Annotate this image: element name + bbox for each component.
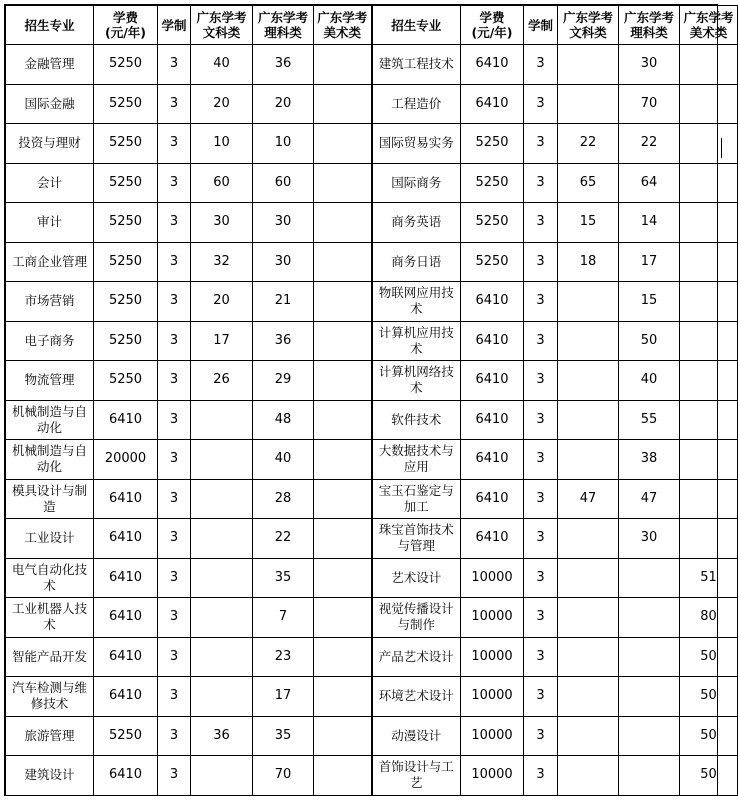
left-cell-fee: 5250 bbox=[94, 163, 158, 203]
table-body bbox=[6, 45, 738, 796]
right-cell-fine-arts bbox=[680, 124, 738, 164]
left-cell-fine-arts bbox=[314, 124, 372, 164]
table-row bbox=[6, 84, 738, 124]
right-cell-fee: 10000 bbox=[461, 756, 524, 796]
left-cell-years: 3 bbox=[158, 361, 191, 401]
left-cell-arts bbox=[191, 479, 253, 519]
left-cell-arts bbox=[191, 598, 253, 638]
right-cell-years: 3 bbox=[524, 519, 558, 559]
left-cell-science: 21 bbox=[253, 282, 314, 322]
left-cell-arts bbox=[191, 756, 253, 796]
left-cell-arts: 20 bbox=[191, 282, 253, 322]
right-cell-fine-arts bbox=[680, 479, 738, 519]
left-cell-fee: 5250 bbox=[94, 716, 158, 756]
table-row bbox=[6, 519, 738, 559]
left-cell-arts: 10 bbox=[191, 124, 253, 164]
left-cell-fee: 5250 bbox=[94, 282, 158, 322]
right-cell-fine-arts: 80 bbox=[680, 598, 738, 638]
left-cell-major: 机械制造与自动化 bbox=[6, 440, 94, 480]
right-cell-science: 14 bbox=[619, 203, 680, 243]
left-cell-fine-arts bbox=[314, 716, 372, 756]
right-cell-years: 3 bbox=[524, 598, 558, 638]
header-science: 广东学考 理科类 bbox=[253, 6, 314, 45]
header-arts: 广东学考 文科类 bbox=[558, 6, 619, 45]
right-cell-fine-arts bbox=[680, 282, 738, 322]
left-cell-major: 模具设计与制造 bbox=[6, 479, 94, 519]
right-cell-science: 38 bbox=[619, 440, 680, 480]
right-cell-years: 3 bbox=[524, 716, 558, 756]
right-cell-fee: 10000 bbox=[461, 598, 524, 638]
right-cell-years: 3 bbox=[524, 84, 558, 124]
left-cell-fine-arts bbox=[314, 558, 372, 598]
left-cell-science: 70 bbox=[253, 756, 314, 796]
left-cell-years: 3 bbox=[158, 479, 191, 519]
header-major: 招生专业 bbox=[6, 6, 94, 45]
right-cell-science bbox=[619, 558, 680, 598]
right-cell-major: 软件技术 bbox=[372, 400, 461, 440]
right-cell-major: 计算机应用技术 bbox=[372, 321, 461, 361]
right-cell-major: 产品艺术设计 bbox=[372, 637, 461, 677]
left-cell-science: 35 bbox=[253, 558, 314, 598]
header-fee: 学费 (元/年) bbox=[461, 6, 524, 45]
right-cell-major: 国际商务 bbox=[372, 163, 461, 203]
right-cell-major: 宝玉石鉴定与加工 bbox=[372, 479, 461, 519]
left-cell-fine-arts bbox=[314, 440, 372, 480]
left-cell-fine-arts bbox=[314, 756, 372, 796]
left-cell-science: 40 bbox=[253, 440, 314, 480]
right-cell-years: 3 bbox=[524, 242, 558, 282]
left-cell-science: 35 bbox=[253, 716, 314, 756]
right-cell-major: 珠宝首饰技术与管理 bbox=[372, 519, 461, 559]
right-cell-science bbox=[619, 677, 680, 717]
right-cell-arts bbox=[558, 519, 619, 559]
right-cell-major: 大数据技术与应用 bbox=[372, 440, 461, 480]
right-cell-major: 建筑工程技术 bbox=[372, 45, 461, 85]
left-cell-arts bbox=[191, 558, 253, 598]
table-row bbox=[6, 163, 738, 203]
right-cell-arts bbox=[558, 321, 619, 361]
left-cell-fine-arts bbox=[314, 203, 372, 243]
right-cell-major: 环境艺术设计 bbox=[372, 677, 461, 717]
left-cell-major: 机械制造与自动化 bbox=[6, 400, 94, 440]
right-cell-years: 3 bbox=[524, 321, 558, 361]
left-cell-science: 22 bbox=[253, 519, 314, 559]
right-cell-years: 3 bbox=[524, 203, 558, 243]
left-cell-science: 20 bbox=[253, 84, 314, 124]
table-row bbox=[6, 203, 738, 243]
right-cell-fee: 6410 bbox=[461, 519, 524, 559]
left-cell-years: 3 bbox=[158, 598, 191, 638]
right-cell-science: 55 bbox=[619, 400, 680, 440]
left-cell-fine-arts bbox=[314, 361, 372, 401]
left-cell-major: 投资与理财 bbox=[6, 124, 94, 164]
right-cell-science: 17 bbox=[619, 242, 680, 282]
left-cell-years: 3 bbox=[158, 45, 191, 85]
left-cell-fee: 6410 bbox=[94, 598, 158, 638]
left-cell-major: 国际金融 bbox=[6, 84, 94, 124]
right-cell-arts bbox=[558, 282, 619, 322]
right-cell-fee: 5250 bbox=[461, 242, 524, 282]
left-cell-fee: 5250 bbox=[94, 321, 158, 361]
left-cell-arts: 36 bbox=[191, 716, 253, 756]
right-cell-major: 计算机网络技术 bbox=[372, 361, 461, 401]
left-cell-fine-arts bbox=[314, 242, 372, 282]
left-cell-years: 3 bbox=[158, 716, 191, 756]
right-cell-fine-arts: 50 bbox=[680, 677, 738, 717]
header-fine-arts: 广东学考 美术类 bbox=[314, 6, 372, 45]
right-cell-arts: 65 bbox=[558, 163, 619, 203]
left-cell-fine-arts bbox=[314, 282, 372, 322]
left-cell-fine-arts bbox=[314, 321, 372, 361]
table-row bbox=[6, 45, 738, 85]
left-cell-years: 3 bbox=[158, 203, 191, 243]
right-cell-fee: 6410 bbox=[461, 45, 524, 85]
right-cell-science: 70 bbox=[619, 84, 680, 124]
table-row bbox=[6, 558, 738, 598]
left-cell-science: 30 bbox=[253, 242, 314, 282]
right-cell-science: 47 bbox=[619, 479, 680, 519]
left-cell-fee: 5250 bbox=[94, 84, 158, 124]
right-cell-years: 3 bbox=[524, 400, 558, 440]
right-cell-fine-arts: 51 bbox=[680, 558, 738, 598]
right-cell-years: 3 bbox=[524, 163, 558, 203]
left-cell-major: 电气自动化技术 bbox=[6, 558, 94, 598]
right-cell-fine-arts bbox=[680, 361, 738, 401]
table-row bbox=[6, 124, 738, 164]
right-cell-fee: 6410 bbox=[461, 282, 524, 322]
header-arts: 广东学考 文科类 bbox=[191, 6, 253, 45]
right-cell-arts: 47 bbox=[558, 479, 619, 519]
left-cell-fee: 6410 bbox=[94, 479, 158, 519]
table-row bbox=[6, 598, 738, 638]
table-row bbox=[6, 400, 738, 440]
right-cell-fee: 10000 bbox=[461, 637, 524, 677]
enrollment-table-frame bbox=[4, 4, 734, 796]
left-cell-arts: 20 bbox=[191, 84, 253, 124]
left-cell-major: 旅游管理 bbox=[6, 716, 94, 756]
left-cell-arts bbox=[191, 519, 253, 559]
left-cell-major: 电子商务 bbox=[6, 321, 94, 361]
left-cell-fine-arts bbox=[314, 163, 372, 203]
right-cell-fine-arts bbox=[680, 203, 738, 243]
left-cell-fee: 6410 bbox=[94, 677, 158, 717]
right-cell-major: 国际贸易实务 bbox=[372, 124, 461, 164]
left-cell-years: 3 bbox=[158, 124, 191, 164]
left-cell-fee: 5250 bbox=[94, 242, 158, 282]
right-cell-arts: 22 bbox=[558, 124, 619, 164]
left-cell-fee: 6410 bbox=[94, 756, 158, 796]
left-cell-years: 3 bbox=[158, 163, 191, 203]
right-cell-fee: 6410 bbox=[461, 479, 524, 519]
header-science: 广东学考 理科类 bbox=[619, 6, 680, 45]
left-cell-science: 17 bbox=[253, 677, 314, 717]
right-cell-fee: 6410 bbox=[461, 321, 524, 361]
table-row bbox=[6, 440, 738, 480]
table-row bbox=[6, 716, 738, 756]
left-cell-years: 3 bbox=[158, 637, 191, 677]
right-cell-science: 64 bbox=[619, 163, 680, 203]
edge-mark bbox=[721, 138, 722, 158]
right-cell-arts bbox=[558, 558, 619, 598]
left-cell-major: 金融管理 bbox=[6, 45, 94, 85]
right-cell-fine-arts bbox=[680, 163, 738, 203]
right-cell-science: 15 bbox=[619, 282, 680, 322]
left-cell-arts: 17 bbox=[191, 321, 253, 361]
header-fee: 学费 (元/年) bbox=[94, 6, 158, 45]
right-cell-fine-arts bbox=[680, 45, 738, 85]
table-row bbox=[6, 321, 738, 361]
right-cell-fine-arts bbox=[680, 242, 738, 282]
left-cell-science: 23 bbox=[253, 637, 314, 677]
right-cell-fine-arts bbox=[680, 519, 738, 559]
left-cell-fee: 6410 bbox=[94, 400, 158, 440]
right-cell-years: 3 bbox=[524, 361, 558, 401]
left-cell-arts bbox=[191, 440, 253, 480]
right-cell-arts bbox=[558, 45, 619, 85]
table-row bbox=[6, 479, 738, 519]
right-cell-fee: 6410 bbox=[461, 361, 524, 401]
right-cell-science bbox=[619, 716, 680, 756]
left-cell-arts bbox=[191, 677, 253, 717]
right-cell-major: 视觉传播设计与制作 bbox=[372, 598, 461, 638]
left-cell-arts: 30 bbox=[191, 203, 253, 243]
right-cell-arts: 18 bbox=[558, 242, 619, 282]
right-cell-fine-arts: 50 bbox=[680, 756, 738, 796]
right-cell-fine-arts bbox=[680, 440, 738, 480]
right-cell-arts bbox=[558, 716, 619, 756]
right-cell-fee: 6410 bbox=[461, 440, 524, 480]
right-cell-arts bbox=[558, 84, 619, 124]
left-cell-science: 29 bbox=[253, 361, 314, 401]
left-cell-years: 3 bbox=[158, 242, 191, 282]
left-cell-fine-arts bbox=[314, 479, 372, 519]
right-cell-fine-arts: 50 bbox=[680, 637, 738, 677]
right-cell-major: 商务英语 bbox=[372, 203, 461, 243]
left-cell-major: 建筑设计 bbox=[6, 756, 94, 796]
left-cell-science: 10 bbox=[253, 124, 314, 164]
right-cell-years: 3 bbox=[524, 479, 558, 519]
right-cell-years: 3 bbox=[524, 45, 558, 85]
left-cell-major: 工业机器人技术 bbox=[6, 598, 94, 638]
left-cell-arts bbox=[191, 400, 253, 440]
right-cell-major: 商务日语 bbox=[372, 242, 461, 282]
enrollment-table bbox=[5, 5, 738, 796]
left-cell-arts: 32 bbox=[191, 242, 253, 282]
left-cell-fine-arts bbox=[314, 45, 372, 85]
right-cell-science: 50 bbox=[619, 321, 680, 361]
left-cell-science: 48 bbox=[253, 400, 314, 440]
left-cell-fee: 5250 bbox=[94, 361, 158, 401]
left-cell-arts: 40 bbox=[191, 45, 253, 85]
left-cell-fee: 6410 bbox=[94, 519, 158, 559]
header-row bbox=[6, 6, 738, 45]
right-cell-arts bbox=[558, 637, 619, 677]
right-cell-fine-arts: 50 bbox=[680, 716, 738, 756]
header-fine-arts: 广东学考 美术类 bbox=[680, 6, 738, 45]
right-cell-years: 3 bbox=[524, 558, 558, 598]
left-cell-fine-arts bbox=[314, 519, 372, 559]
left-cell-fine-arts bbox=[314, 84, 372, 124]
header-major: 招生专业 bbox=[372, 6, 461, 45]
left-cell-years: 3 bbox=[158, 84, 191, 124]
left-cell-years: 3 bbox=[158, 519, 191, 559]
left-cell-arts: 26 bbox=[191, 361, 253, 401]
right-cell-fee: 10000 bbox=[461, 558, 524, 598]
right-cell-years: 3 bbox=[524, 124, 558, 164]
right-cell-fee: 10000 bbox=[461, 677, 524, 717]
right-cell-years: 3 bbox=[524, 756, 558, 796]
right-cell-years: 3 bbox=[524, 440, 558, 480]
right-cell-arts bbox=[558, 361, 619, 401]
left-cell-years: 3 bbox=[158, 321, 191, 361]
right-cell-years: 3 bbox=[524, 677, 558, 717]
right-cell-arts: 15 bbox=[558, 203, 619, 243]
left-cell-science: 30 bbox=[253, 203, 314, 243]
right-cell-fine-arts bbox=[680, 400, 738, 440]
right-cell-science bbox=[619, 756, 680, 796]
left-cell-science: 60 bbox=[253, 163, 314, 203]
left-cell-years: 3 bbox=[158, 440, 191, 480]
right-cell-arts bbox=[558, 598, 619, 638]
left-cell-science: 36 bbox=[253, 321, 314, 361]
left-cell-arts: 60 bbox=[191, 163, 253, 203]
left-cell-fine-arts bbox=[314, 637, 372, 677]
header-years: 学制 bbox=[524, 6, 558, 45]
right-cell-arts bbox=[558, 677, 619, 717]
right-cell-fee: 6410 bbox=[461, 400, 524, 440]
table-row bbox=[6, 282, 738, 322]
right-cell-major: 首饰设计与工艺 bbox=[372, 756, 461, 796]
left-cell-major: 物流管理 bbox=[6, 361, 94, 401]
left-cell-years: 3 bbox=[158, 400, 191, 440]
left-cell-fee: 20000 bbox=[94, 440, 158, 480]
right-cell-fee: 6410 bbox=[461, 84, 524, 124]
left-cell-fee: 6410 bbox=[94, 558, 158, 598]
table-row bbox=[6, 677, 738, 717]
right-cell-years: 3 bbox=[524, 282, 558, 322]
left-cell-fee: 5250 bbox=[94, 203, 158, 243]
left-cell-science: 28 bbox=[253, 479, 314, 519]
right-cell-major: 工程造价 bbox=[372, 84, 461, 124]
left-cell-major: 工商企业管理 bbox=[6, 242, 94, 282]
right-cell-fee: 10000 bbox=[461, 716, 524, 756]
table-row bbox=[6, 756, 738, 796]
header-years: 学制 bbox=[158, 6, 191, 45]
right-cell-arts bbox=[558, 440, 619, 480]
left-cell-major: 智能产品开发 bbox=[6, 637, 94, 677]
left-cell-major: 市场营销 bbox=[6, 282, 94, 322]
left-cell-years: 3 bbox=[158, 677, 191, 717]
left-cell-science: 7 bbox=[253, 598, 314, 638]
right-cell-major: 艺术设计 bbox=[372, 558, 461, 598]
right-cell-arts bbox=[558, 400, 619, 440]
right-cell-science bbox=[619, 637, 680, 677]
table-row bbox=[6, 361, 738, 401]
left-cell-major: 审计 bbox=[6, 203, 94, 243]
right-cell-years: 3 bbox=[524, 637, 558, 677]
left-cell-major: 会计 bbox=[6, 163, 94, 203]
left-cell-fee: 6410 bbox=[94, 637, 158, 677]
table-row bbox=[6, 242, 738, 282]
right-cell-science: 30 bbox=[619, 519, 680, 559]
left-cell-major: 工业设计 bbox=[6, 519, 94, 559]
left-cell-fine-arts bbox=[314, 598, 372, 638]
left-cell-years: 3 bbox=[158, 558, 191, 598]
right-cell-science bbox=[619, 598, 680, 638]
right-cell-major: 动漫设计 bbox=[372, 716, 461, 756]
right-cell-fee: 5250 bbox=[461, 163, 524, 203]
right-cell-science: 40 bbox=[619, 361, 680, 401]
right-cell-major: 物联网应用技术 bbox=[372, 282, 461, 322]
right-cell-arts bbox=[558, 756, 619, 796]
left-cell-fee: 5250 bbox=[94, 45, 158, 85]
left-cell-arts bbox=[191, 637, 253, 677]
left-cell-fine-arts bbox=[314, 677, 372, 717]
left-cell-fee: 5250 bbox=[94, 124, 158, 164]
right-cell-fine-arts bbox=[680, 84, 738, 124]
right-cell-fee: 5250 bbox=[461, 203, 524, 243]
left-cell-years: 3 bbox=[158, 756, 191, 796]
right-cell-science: 22 bbox=[619, 124, 680, 164]
left-cell-major: 汽车检测与维修技术 bbox=[6, 677, 94, 717]
left-cell-years: 3 bbox=[158, 282, 191, 322]
right-cell-fine-arts bbox=[680, 321, 738, 361]
left-cell-science: 36 bbox=[253, 45, 314, 85]
right-cell-fee: 5250 bbox=[461, 124, 524, 164]
right-cell-science: 30 bbox=[619, 45, 680, 85]
left-cell-fine-arts bbox=[314, 400, 372, 440]
table-row bbox=[6, 637, 738, 677]
